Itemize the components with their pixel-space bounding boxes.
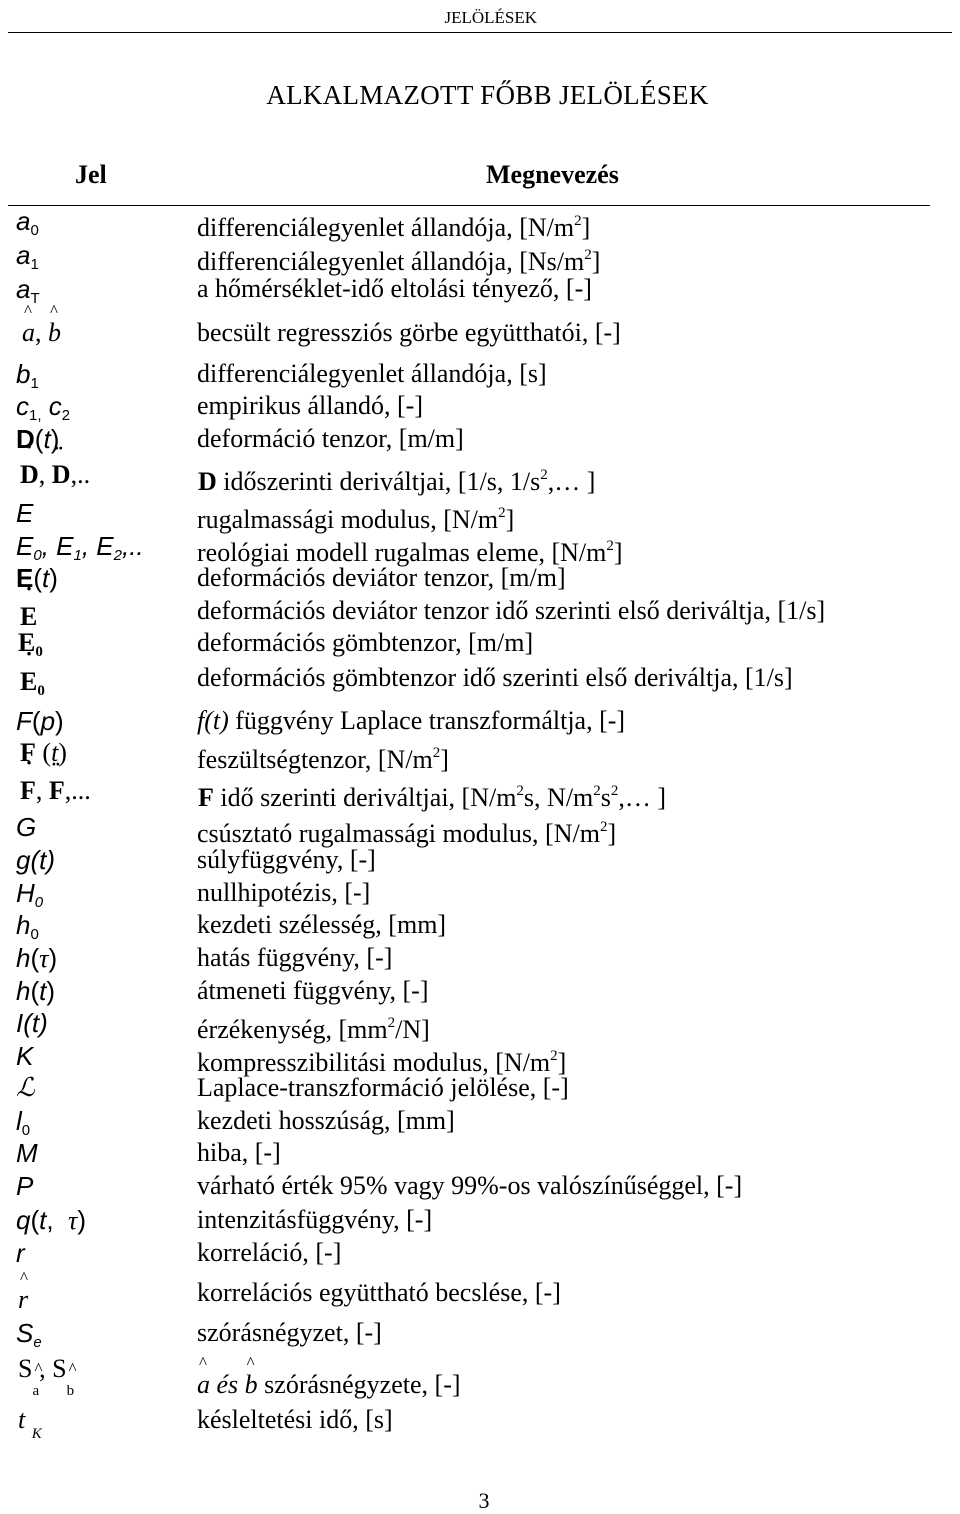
description: F idő szerinti deriváltjai, [$N/m^2s$, $N/m^2s^2,\dots$ ] bbox=[198, 783, 667, 812]
symbol: K bbox=[16, 1041, 34, 1071]
description: korreláció, [-] bbox=[197, 1238, 342, 1267]
symbol: ˙ F, ¨ F,... bbox=[20, 776, 91, 806]
description: várható érték 95% vagy 99%-os valószínűséggel, [-] bbox=[197, 1171, 743, 1200]
symbol: ˙ D, ¨ D,.. bbox=[20, 460, 90, 490]
description: szórásnégyzet, [-] bbox=[197, 1318, 382, 1347]
symbol: $b_1$ bbox=[16, 359, 39, 392]
symbol: $a_0$ bbox=[16, 206, 39, 239]
symbol: q(t, τ) bbox=[16, 1205, 87, 1235]
symbol: h(τ) bbox=[16, 943, 58, 973]
description: deformációs deviátor tenzor, [m/m] bbox=[197, 563, 566, 592]
description: a hőmérséklet-idő eltolási tényező, [-] bbox=[197, 274, 592, 303]
symbol: $E_0$, $E_1$, $E_2$,.. bbox=[16, 531, 144, 564]
description: feszültségtenzor, $[N/m^2]$ bbox=[197, 745, 449, 774]
page-title: ALKALMAZOTT FŐBB JELÖLÉSEK bbox=[266, 80, 709, 110]
description: deformáció tenzor, [m/m] bbox=[197, 424, 464, 453]
symbol: ℒ bbox=[16, 1073, 35, 1103]
description: hatás függvény, [-] bbox=[197, 943, 393, 972]
symbol: $c_{1,}$ $c_2$ bbox=[16, 391, 71, 424]
symbol: D(t) bbox=[16, 424, 60, 454]
description: érzékenység, $[mm^2/N]$ bbox=[197, 1015, 430, 1044]
description: kompresszibilitási modulus, $[N/m^2]$ bbox=[197, 1048, 567, 1077]
symbol: F (t) bbox=[20, 738, 67, 767]
description: deformációs deviátor tenzor idő szerinti első deriváltja, [1/s] bbox=[197, 596, 826, 625]
description: Laplace-transzformáció jelölése, [-] bbox=[197, 1073, 569, 1102]
symbol: S^ $_a$, S^ $_b$ bbox=[18, 1354, 74, 1406]
page-number: 3 bbox=[478, 1488, 490, 1513]
symbol: ^ r bbox=[18, 1285, 28, 1315]
column-header-name: Megnevezés bbox=[486, 160, 619, 189]
symbol: E(t) bbox=[16, 563, 58, 593]
description: nullhipotézis, [-] bbox=[197, 878, 371, 907]
description: rugalmassági modulus, $[N/m^2]$ bbox=[197, 505, 515, 534]
symbol: E bbox=[16, 498, 34, 528]
description: becsült regressziós görbe együtthatói, [-] bbox=[197, 318, 621, 347]
symbol: $S_e$ bbox=[16, 1318, 42, 1351]
description: differenciálegyenlet állandója, $[Ns/m^2]$ bbox=[197, 247, 601, 276]
symbol: ˙ $E_0$ bbox=[20, 667, 45, 706]
description: átmeneti függvény, [-] bbox=[197, 976, 429, 1005]
symbol: $a_1$ bbox=[16, 240, 39, 273]
description: ^ a és ^ b szórásnégyzete, [-] bbox=[197, 1370, 461, 1400]
description: kezdeti hosszúság, [mm] bbox=[197, 1106, 455, 1135]
description: empirikus állandó, [-] bbox=[197, 391, 423, 420]
header-text: JELÖLÉSEK bbox=[444, 8, 537, 27]
symbol: g(t) bbox=[16, 845, 55, 875]
symbol: $E_0$ bbox=[18, 628, 43, 660]
description: differenciálegyenlet állandója, [s] bbox=[197, 359, 547, 388]
symbol: ˙ E bbox=[20, 602, 37, 632]
symbol: t $_K$ bbox=[18, 1405, 42, 1442]
description: reológiai modell rugalmas eleme, $[N/m^2]$ bbox=[197, 538, 623, 567]
symbol: h(t) bbox=[16, 976, 56, 1006]
column-header-symbol: Jel bbox=[75, 160, 107, 189]
symbol: $l_0$ bbox=[16, 1106, 31, 1139]
symbol: I(t) bbox=[16, 1008, 48, 1038]
description: kezdeti szélesség, [mm] bbox=[197, 910, 447, 939]
description: f(t) függvény Laplace transzformáltja, [-] bbox=[197, 706, 626, 735]
symbol: $a_T$ bbox=[16, 274, 40, 307]
symbol: F(p) bbox=[16, 706, 64, 736]
description: deformációs gömbtenzor, [m/m] bbox=[197, 628, 534, 657]
description: D időszerinti deriváltjai, [1/s, $1/s^2,\dots$ ] bbox=[198, 467, 596, 496]
description: intenzitásfüggvény, [-] bbox=[197, 1205, 433, 1234]
symbol: ^ a, ^ b bbox=[22, 318, 61, 348]
symbol: r bbox=[16, 1238, 25, 1268]
symbol: P bbox=[16, 1171, 34, 1201]
description: késleltetési idő, [s] bbox=[197, 1405, 393, 1434]
description: differenciálegyenlet állandója, $[N/m^2]$ bbox=[197, 213, 591, 242]
description: súlyfüggvény, [-] bbox=[197, 845, 376, 874]
description: hiba, [-] bbox=[197, 1138, 281, 1167]
symbol: M bbox=[16, 1138, 38, 1168]
symbol: G bbox=[16, 812, 37, 842]
description: korrelációs együttható becslése, [-] bbox=[197, 1278, 561, 1307]
description: csúsztató rugalmassági modulus, $[N/m^2]$ bbox=[197, 819, 617, 848]
description: deformációs gömbtenzor idő szerinti első deriváltja, [1/s] bbox=[197, 663, 793, 692]
symbol: $H_0$ bbox=[16, 878, 44, 911]
symbol: $h_0$ bbox=[16, 910, 39, 943]
